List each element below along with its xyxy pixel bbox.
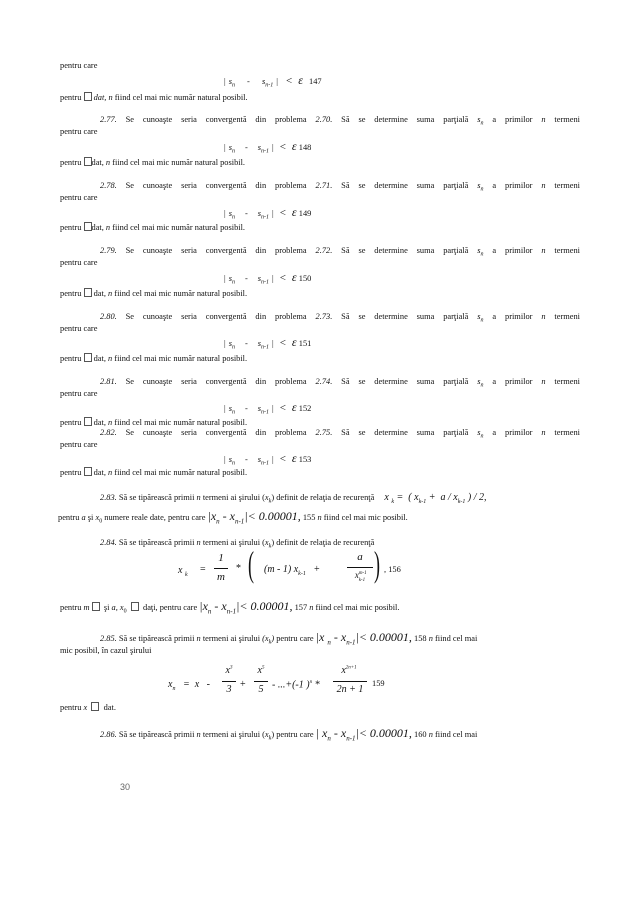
formula-159-t1n: $x^3$ — [225, 665, 233, 676]
formula-156-one: 1 — [218, 552, 224, 564]
formula-156-lparen: ( — [248, 544, 254, 584]
formula-156-m: m — [217, 571, 225, 583]
text-pentru-care-80: pentru care — [60, 324, 98, 333]
text-tail-147: pentru dat, n fiind cel mai mic număr natural posibil. — [60, 93, 248, 102]
text-tail-149: pentru dat, n fiind cel mai mic număr natural posibil. — [60, 223, 246, 232]
formula-156-star: * — [236, 563, 241, 574]
text-pentru-care-81: pentru care — [60, 389, 98, 398]
paragraph-2-85: 2.85. Să se tipărească primii n termeni ai şirului $(x_k)$ pentru care |x $_n - x_{n-1}|< 0.00001$, 158 n fiind cel mai — [100, 630, 478, 647]
text-pentru-care-82: pentru care — [60, 440, 98, 449]
formula-159-t1d: 3 — [226, 684, 232, 695]
formula-156-den: $x^{m-1}_{k-1}$ — [354, 570, 367, 583]
text-tail-150: pentru dat, n fiind cel mai mic număr natural posibil. — [60, 289, 248, 298]
text-tail-153: pentru dat, n fiind cel mai mic număr natural posibil. — [60, 468, 248, 477]
text-pentru-care-79: pentru care — [60, 258, 98, 267]
formula-159-t3d: 2n + 1 — [336, 684, 364, 695]
formula-159-plus: + — [240, 679, 246, 690]
formula-159-dots: - ...+(-1 )$^n$ * — [272, 679, 320, 691]
formula-159-bar1 — [222, 681, 236, 682]
paragraph-2-83-line2: pentru a şi $x_0$ numere reale date, pentru care $|x_n - x_{n-1}|< 0.00001$, 155 n fiind cel mai mic posibil. — [58, 509, 408, 526]
text-tail-148: pentru dat, n fiind cel mai mic număr natural posibil. — [60, 158, 246, 167]
paragraph-2-84: 2.84. Să se tipărească primii n termeni ai şirului $(x_k)$ definit de relaţia de recurenţă — [100, 538, 375, 550]
text-pentru-care-0: pentru care — [60, 61, 98, 70]
formula-156-eq: = — [200, 564, 206, 575]
equation-151: | $s_n - s_{n-1}$ | < ε 151 — [224, 335, 312, 351]
paragraph-2-85-line2: mic posibil, în cazul şirului — [60, 646, 152, 655]
equation-153: | $s_n - s_{n-1}$ | < ε 153 — [224, 451, 312, 467]
formula-156-bar2 — [347, 567, 373, 568]
equation-149: | $s_n - s_{n-1}$ | < ε 149 — [224, 205, 312, 221]
formula-159-t2n: $x^5$ — [257, 665, 265, 676]
formula-156-a: a — [357, 551, 363, 563]
formula-159-bar2 — [254, 681, 268, 682]
formula-156-bar1 — [214, 568, 228, 569]
formula-156-ref: , 156 — [384, 565, 401, 574]
formula-159-lhs: $x_n = x$ - — [168, 679, 210, 692]
formula-159-t2d: 5 — [258, 684, 264, 695]
formula-156-rparen: ) — [374, 544, 380, 584]
equation-150: | $s_n - s_{n-1}$ | < ε 150 — [224, 270, 312, 286]
equation-152: | $s_n - s_{n-1}$ | < ε 152 — [224, 400, 312, 416]
formula-156-mid: (m - 1) $x_{k-1}$ + — [264, 564, 321, 577]
formula-159-ref: 159 — [372, 679, 385, 688]
paragraph-2-80: 2.80. Se cunoaşte seria convergentă din problema 2.73. Să se determine suma parţială $s_n$ a primilor n termeni — [100, 312, 580, 324]
equation-147: | $s_n - s_{n-1}$ | < ε 147 — [224, 73, 322, 89]
paragraph-2-85-line3: pentru x dat. — [60, 703, 116, 712]
paragraph-2-77: 2.77. Se cunoaşte seria convergentă din problema 2.70. Să se determine suma parţială $s_n$ a primilor n termeni — [100, 115, 580, 127]
formula-156-lhs: x $_k$ — [178, 565, 188, 578]
text-tail-151: pentru dat, n fiind cel mai mic număr natural posibil. — [60, 354, 248, 363]
paragraph-2-83: 2.83. Să se tipărească primii n termeni ai şirului $(x_k)$ definit de relaţia de recurenţă x $_k$ = ( $x_{k-1} + a / x_{k-1}$ ) / 2, — [100, 492, 487, 505]
formula-159-bar3 — [333, 681, 367, 682]
text-pentru-care-77: pentru care — [60, 127, 98, 136]
formula-159-t3n: $x^{2n+1}$ — [341, 665, 357, 676]
paragraph-2-79: 2.79. Se cunoaşte seria convergentă din problema 2.72. Să se determine suma parţială $s_n$ a primilor n termeni — [100, 246, 580, 258]
paragraph-2-84-line2: pentru m şi a, $x_0$ daţi, pentru care $|x_n - x_{n-1}|< 0.00001$, 157 n fiind cel mai mic posibil. — [60, 599, 400, 616]
text-tail-152: pentru dat, n fiind cel mai mic număr natural posibil. — [60, 418, 248, 427]
equation-148: | $s_n - s_{n-1}$ | < ε 148 — [224, 139, 312, 155]
text-pentru-care-78: pentru care — [60, 193, 98, 202]
page-number: 30 — [120, 782, 131, 792]
paragraph-2-86: 2.86. Să se tipărească primii n termeni ai şirului $(x_k)$ pentru care | $x_n - x_{n-1}|< 0.00001$, 160 n fiind cel mai — [100, 726, 478, 743]
paragraph-2-78: 2.78. Se cunoaşte seria convergentă din problema 2.71. Să se determine suma parţială $s_n$ a primilor n termeni — [100, 181, 580, 193]
paragraph-2-82: 2.82. Se cunoaşte seria convergentă din problema 2.75. Să se determine suma parţială $s_n$ a primilor n termeni — [100, 428, 580, 440]
paragraph-2-81: 2.81. Se cunoaşte seria convergentă din problema 2.74. Să se determine suma parţială $s_n$ a primilor n termeni — [100, 377, 580, 389]
